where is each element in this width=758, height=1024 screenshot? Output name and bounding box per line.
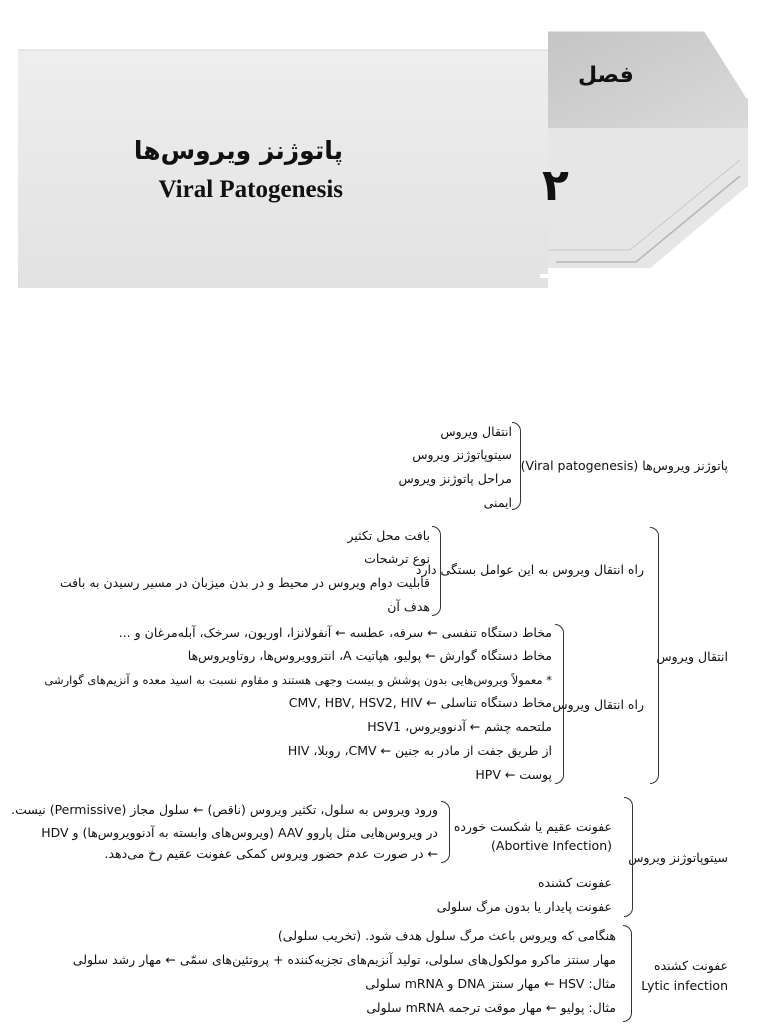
lytic-item: مثال: HSV ← مهار سنتز DNA و mRNA سلولی [365,976,616,991]
transmission-factor-item: هدف آن [387,599,430,614]
abortive-label: عفونت عقیم یا شکست خورده [453,819,612,834]
lytic-label: عفونت کشنده [654,958,728,973]
abortive-item: ورود ویروس به سلول، تکثیر ویروس (ناقص) ← سلول مجاز (Permissive) نیست. [11,802,438,817]
transmission-route-item: مخاط دستگاه گوارش ← پولیو، هپاتیت A، انتروویروس‌ها، روتاویروس‌ها [187,648,552,663]
pathogenesis-brace [512,422,521,510]
chapter-title-en: Viral Patogenesis [158,176,343,203]
banner-strip [18,50,548,288]
chapter-label: فصل [578,63,634,88]
transmission-route-item: مخاط دستگاه تناسلی ← CMV, HBV, HSV2, HIV [288,695,552,710]
pathogenesis-item: سیتوپاتوژنز ویروس [412,447,512,462]
transmission-brace [650,527,659,784]
lytic-brace [623,925,632,1022]
transmission-route-item: ملتحمه چشم ← آدنوویروس، HSV1 [367,719,552,734]
lytic-infection-item: عفونت کشنده [538,875,612,890]
abortive-brace [441,801,450,863]
lytic-label-en: Lytic infection [641,978,728,993]
lytic-item: هنگامی که ویروس باعث مرگ سلول هدف شود. (تخریب سلولی) [277,928,616,943]
transmission-routes-brace [555,624,564,784]
pathogenesis-label: پاتوژنز ویروس‌ها (Viral patogenesis) [520,458,728,473]
abortive-item: در ویروس‌هایی مثل پاروو AAV (ویروس‌های وابسته به آدنوویروس‌ها) و HDV ← در صورت عدم حضور ویروس کمکی عفونت عقیم رخ می‌دهد. [41,825,438,861]
transmission-route-note: * معمولاً ویروس‌هایی بدون پوشش و بیست وجهی هستند و مقاوم نسبت به اسید معده و آنزیم‌های گوارشی [44,673,552,687]
chapter-title-fa: پاتوژنز ویروس‌ها [133,136,343,165]
lytic-item: مثال: پولیو ← مهار موقت ترجمه mRNA سلولی [366,1000,616,1015]
chapter-banner [0,0,758,300]
transmission-label: انتقال ویروس [656,649,728,664]
pathogenesis-item: مراحل پاتوژنز ویروس [398,471,512,486]
transmission-factor-item: نوع ترشحات [364,551,430,566]
chapter-number: ۲ [542,160,569,211]
transmission-route-item: مخاط دستگاه تنفسی ← سرفه، عطسه ← آنفولانزا، اوریون، سرخک، آبله‌مرغان و ... [118,625,552,640]
abortive-label-en: (Abortive Infection) [491,838,612,853]
cytopathogenesis-brace [624,797,633,917]
transmission-route-item: پوست ← HPV [475,767,552,782]
transmission-factor-item: قابلیت دوام ویروس در محیط و در بدن میزبان در مسیر رسیدن به بافت [59,575,430,590]
transmission-route-item: از طریق جفت از مادر به جنین ← CMV، روبلا، HIV [287,743,552,758]
pathogenesis-item: انتقال ویروس [440,424,512,439]
transmission-routes-label: راه انتقال ویروس [552,697,644,712]
pathogenesis-item: ایمنی [483,495,512,510]
persistent-infection-item: عفونت پایدار یا بدون مرگ سلولی [436,899,612,914]
lytic-item: مهار سنتز ماکرو مولکول‌های سلولی، تولید آنزیم‌های تجزیه‌کننده + پروتئین‌های سمّی ← مهار رشد سلولی [72,952,616,967]
banner-number-panel [548,128,748,268]
transmission-factor-item: بافت محل تکثیر [347,528,430,543]
cytopathogenesis-label: سیتوپاتوژنز ویروس [628,850,728,865]
transmission-factors-label: راه انتقال ویروس به این عوامل بستگی دارد [415,562,644,577]
transmission-factors-brace [432,526,441,616]
